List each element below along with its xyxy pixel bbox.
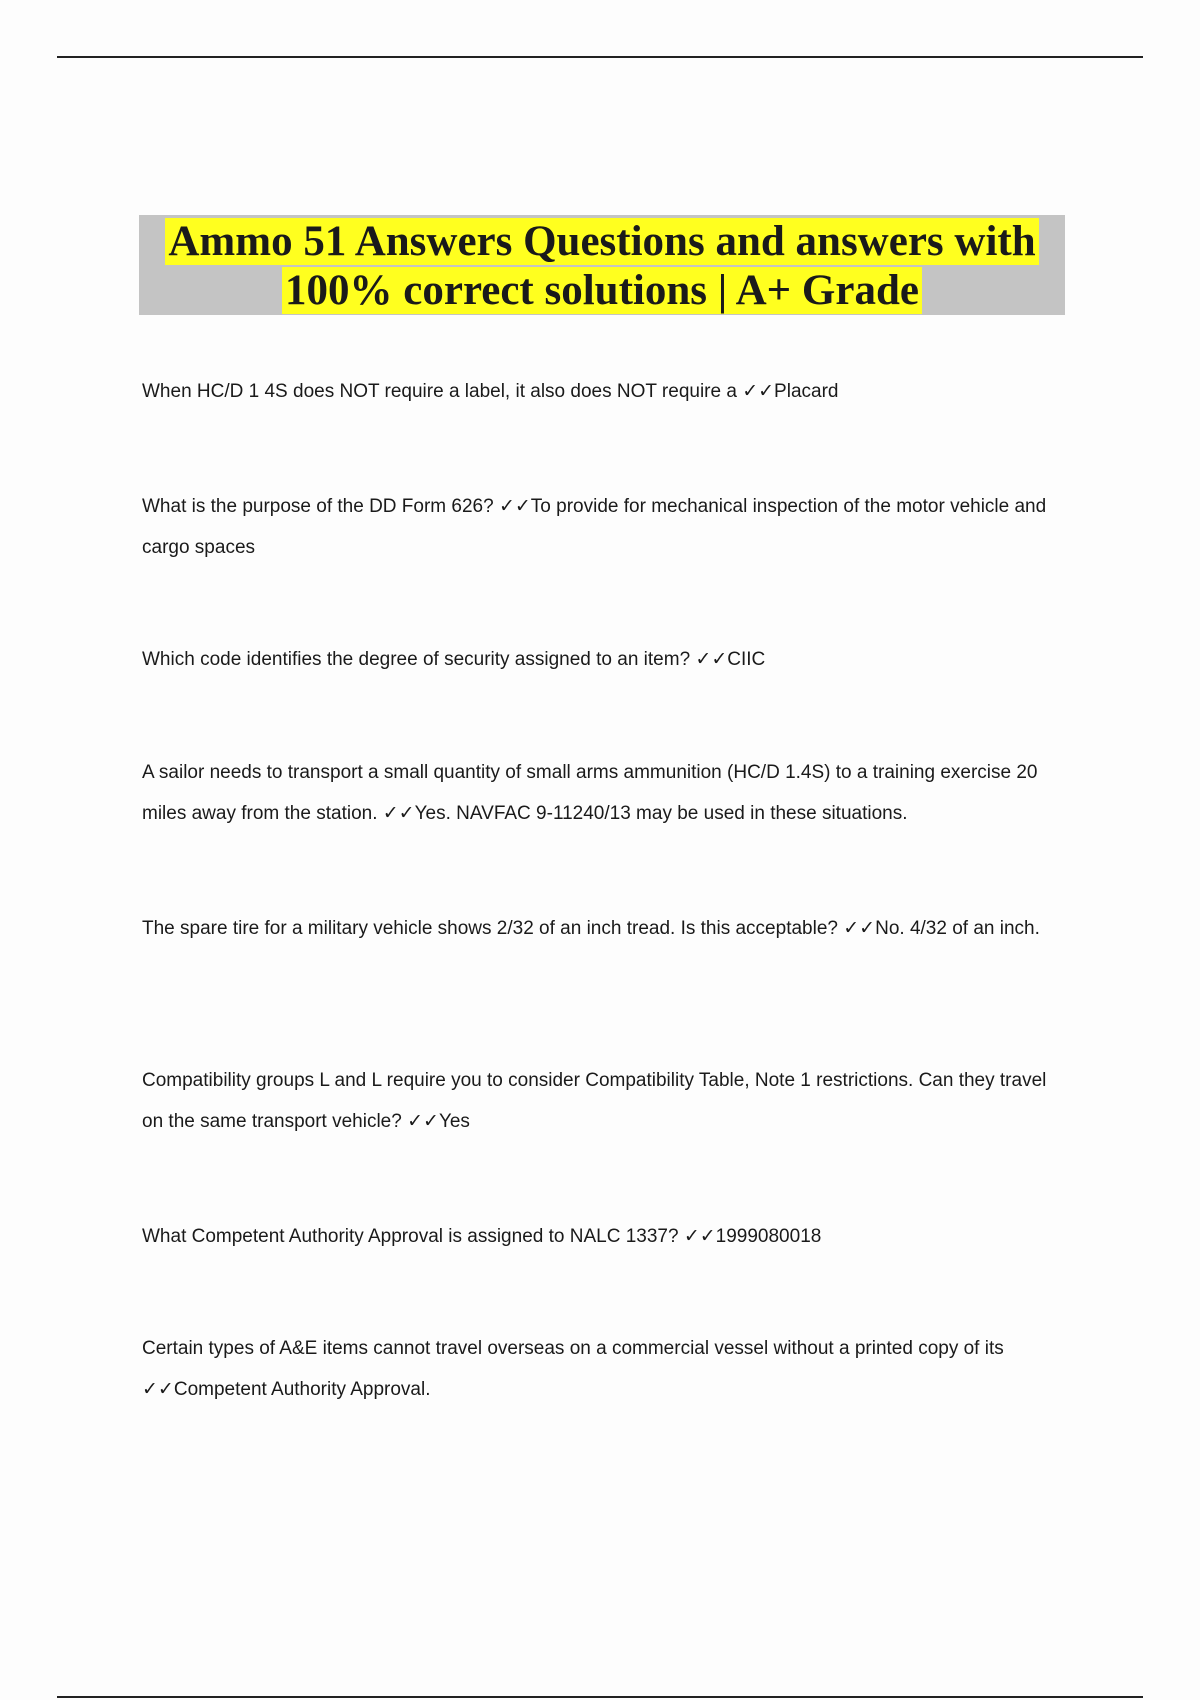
bottom-rule [57, 1696, 1143, 1698]
qa-item-1 [142, 371, 1062, 412]
answer-text: Yes. NAVFAC 9-11240/13 may be used in these situations. [414, 803, 908, 824]
check-mark-icon: ✓✓ [683, 1225, 716, 1247]
document-title-line-1: Ammo 51 Answers Questions and answers with [139, 217, 1065, 266]
answer-text: CIIC [727, 649, 766, 670]
qa-item-3 [142, 639, 1062, 680]
answer-text: No. 4/32 of an inch. [875, 918, 1040, 939]
check-mark-icon: ✓✓ [695, 648, 728, 670]
top-rule [57, 56, 1143, 58]
question-text: Which code identifies the degree of security assigned to an item? [142, 649, 696, 670]
question-text: What is the purpose of the DD Form 626? [142, 496, 499, 517]
qa-item-7 [142, 1216, 1062, 1257]
answer-text: 1999080018 [715, 1226, 822, 1247]
check-mark-icon: ✓✓ [142, 1378, 174, 1400]
question-text: What Competent Authority Approval is assigned to NALC 1337? [142, 1226, 684, 1247]
document-title-banner [139, 215, 1065, 315]
check-mark-icon: ✓✓ [742, 380, 775, 402]
check-mark-icon: ✓✓ [382, 802, 415, 824]
qa-item-4 [142, 752, 1062, 834]
question-text: The spare tire for a military vehicle shows 2/32 of an inch tread. Is this acceptable? [142, 918, 844, 939]
question-text: Certain types of A&E items cannot travel overseas on a commercial vessel without a printed copy of its [142, 1338, 1004, 1359]
question-text: A sailor needs to transport a small quantity of small arms ammunition (HC/D 1.4S) to a training exercise 20 miles away from the station. [142, 762, 1038, 824]
answer-text: Competent Authority Approval. [173, 1379, 431, 1400]
answer-text: Yes [438, 1111, 470, 1132]
qa-item-5 [142, 908, 1062, 949]
qa-item-2 [142, 486, 1062, 568]
check-mark-icon: ✓✓ [843, 917, 876, 939]
qa-item-8 [142, 1328, 1062, 1410]
check-mark-icon: ✓✓ [498, 495, 531, 517]
question-text: When HC/D 1 4S does NOT require a label, it also does NOT require a [142, 381, 743, 402]
question-text: Compatibility groups L and L require you to consider Compatibility Table, Note 1 restrictions. Can they travel on the same transport vehicle? [142, 1070, 1047, 1132]
answer-text: To provide for mechanical inspection of the motor vehicle and cargo spaces [142, 496, 1047, 558]
qa-item-6 [142, 1060, 1062, 1142]
document-title-line-2: 100% correct solutions | A+ Grade [139, 266, 1065, 315]
answer-text: Placard [774, 381, 839, 402]
check-mark-icon: ✓✓ [407, 1110, 439, 1132]
